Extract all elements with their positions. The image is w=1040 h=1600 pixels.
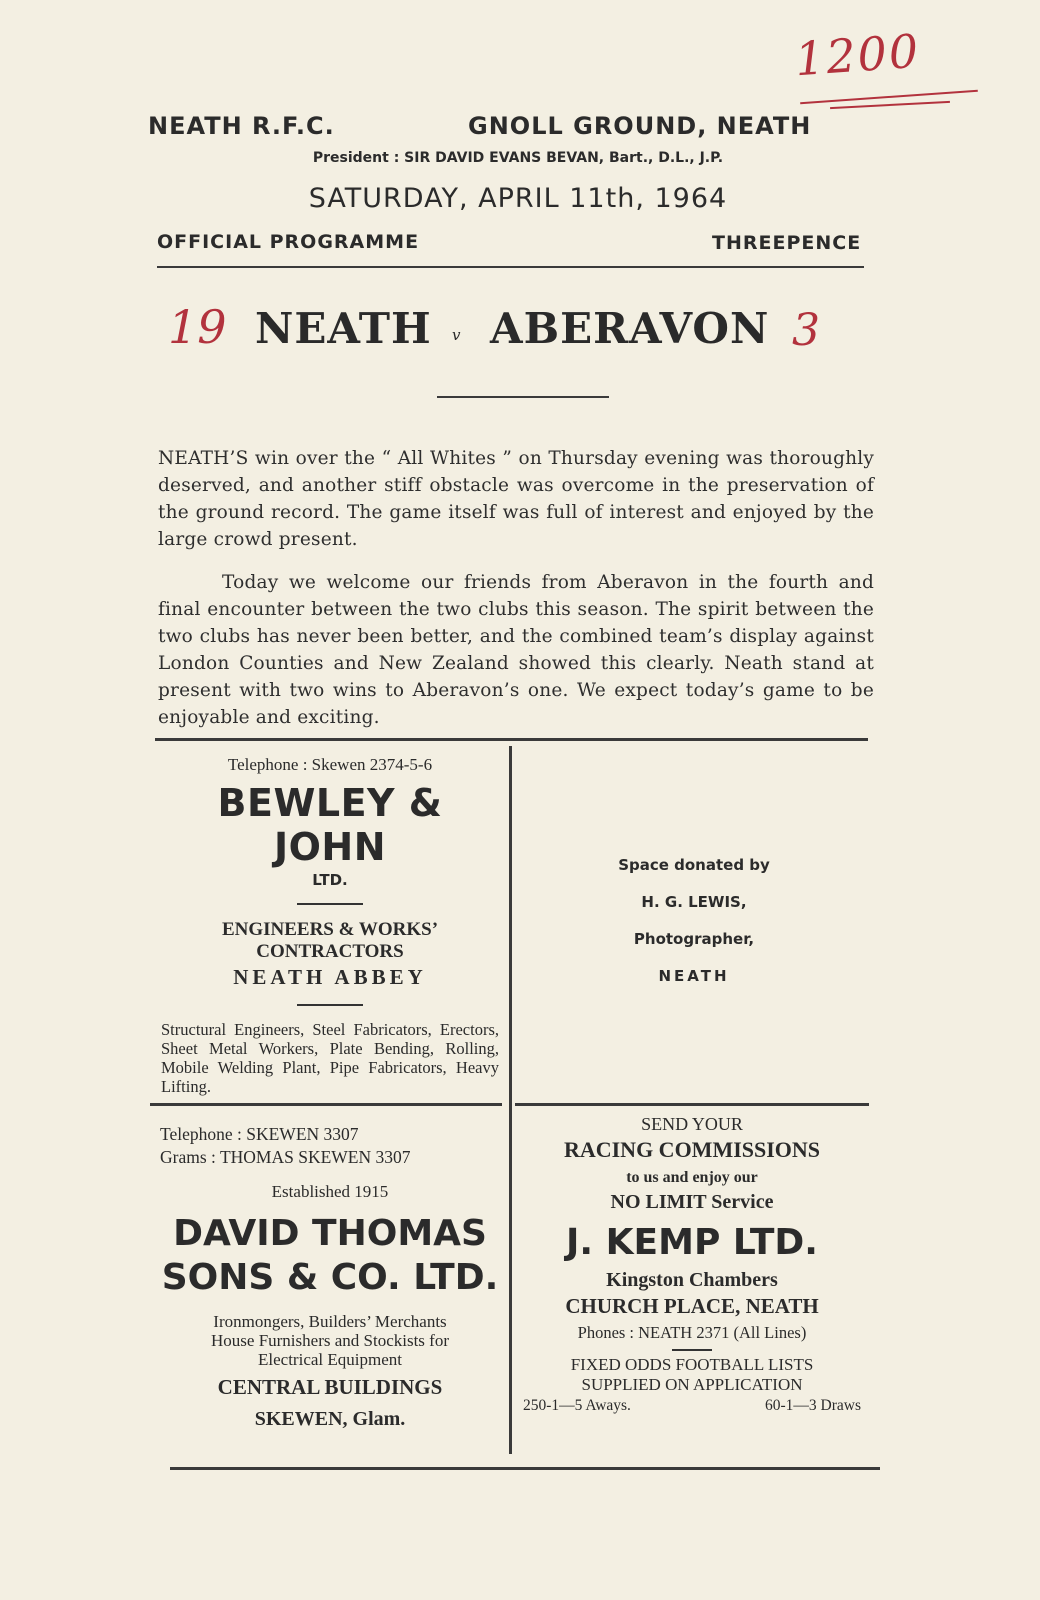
bewley-line-2: CONTRACTORS <box>256 941 404 962</box>
lewis-line-1: Space donated by <box>618 856 770 874</box>
ads-vertical-rule <box>509 746 512 1454</box>
kemp-fixed-1: FIXED ODDS FOOTBALL LISTS <box>570 1354 814 1374</box>
kemp-odds-aways: 250-1—5 Aways. <box>523 1396 631 1414</box>
ad-hg-lewis <box>520 856 868 985</box>
header-rule <box>157 266 864 268</box>
president-line: President : SIR DAVID EVANS BEVAN, Bart., D.L., J.P. <box>312 150 724 166</box>
ads-top-rule <box>155 738 868 741</box>
thomas-desc-1: Ironmongers, Builders’ Merchants <box>213 1312 447 1331</box>
bewley-ltd: LTD. <box>312 871 348 889</box>
title-short-rule <box>437 396 609 398</box>
kemp-odds-draws: 60-1—3 Draws <box>765 1396 861 1414</box>
bewley-telephone: Telephone : Skewen 2374-5-6 <box>227 755 433 774</box>
versus: v <box>452 326 461 344</box>
kemp-line-4: NO LIMIT Service <box>610 1191 774 1213</box>
bewley-rule-2 <box>297 1004 363 1006</box>
thomas-name-1: DAVID THOMAS <box>173 1213 487 1254</box>
thomas-telephone: Telephone : SKEWEN 3307 <box>160 1124 359 1144</box>
thomas-desc-3: Electrical Equipment <box>258 1350 402 1369</box>
thomas-name-2: SONS & CO. LTD. <box>161 1257 499 1298</box>
thomas-address-2: SKEWEN, Glam. <box>254 1408 406 1430</box>
away-team: ABERAVON <box>490 304 770 353</box>
thomas-established: Established 1915 <box>271 1182 389 1201</box>
match-date: SATURDAY, APRIL 11th, 1964 <box>308 183 728 214</box>
kemp-fixed-2: SUPPLIED ON APPLICATION <box>581 1374 803 1394</box>
ads-middle-rule-left <box>150 1103 502 1106</box>
away-score: 3 <box>792 305 820 356</box>
lewis-line-4: NEATH <box>658 967 730 985</box>
ad-j-kemp <box>515 1114 869 1415</box>
home-score: 19 <box>168 300 227 354</box>
kemp-address-1: Kingston Chambers <box>606 1269 778 1291</box>
ads-bottom-rule <box>170 1467 880 1470</box>
ad-bewley-john <box>155 755 505 1096</box>
club-name: NEATH R.F.C. <box>148 112 335 140</box>
handwritten-price-mark: 1200 <box>793 23 922 87</box>
kemp-line-1: SEND YOUR <box>641 1114 743 1134</box>
ad-david-thomas <box>155 1124 505 1431</box>
programme-price: THREEPENCE <box>712 232 862 254</box>
ads-middle-rule-right <box>515 1103 869 1106</box>
bewley-rule-1 <box>297 903 363 905</box>
bewley-location: NEATH ABBEY <box>233 965 427 989</box>
kemp-odds <box>523 1397 861 1415</box>
lewis-line-2: H. G. LEWIS, <box>641 893 747 911</box>
bewley-services: Structural Engineers, Steel Fabricators, Erectors, Sheet Metal Workers, Plate Bending, Rolling, Mobile Welding Plant, Pipe Fabricators, Heavy Lifting. <box>161 1020 499 1096</box>
paragraph-2: Today we welcome our friends from Aberavon in the fourth and final encounter between the two clubs this season. The spirit between the two clubs has never been better, and the combined team’s display against London Counties and New Zealand showed this clearly. Neath stand at present with two wins to Aberavon’s one. We expect today’s game to be enjoyable and exciting. <box>158 572 874 728</box>
official-programme: OFFICIAL PROGRAMME <box>157 231 420 253</box>
ground-name: GNOLL GROUND, NEATH <box>468 112 812 140</box>
kemp-phones: Phones : NEATH 2371 (All Lines) <box>577 1323 807 1342</box>
handwritten-underline-2 <box>830 101 950 109</box>
home-team: NEATH <box>255 304 432 353</box>
bewley-line-1: ENGINEERS & WORKS’ <box>221 919 439 940</box>
kemp-line-2: RACING COMMISSIONS <box>563 1137 821 1162</box>
kemp-address-2: CHURCH PLACE, NEATH <box>565 1294 819 1318</box>
kemp-rule <box>672 1349 712 1351</box>
lewis-line-3: Photographer, <box>633 930 755 948</box>
kemp-line-3: to us and enjoy our <box>626 1169 758 1186</box>
bewley-name: BEWLEY & JOHN <box>217 781 443 869</box>
thomas-grams: Grams : THOMAS SKEWEN 3307 <box>160 1147 411 1167</box>
handwritten-underline <box>800 90 978 104</box>
kemp-name: J. KEMP LTD. <box>566 1222 818 1263</box>
paragraph-1: NEATH’S win over the “ All Whites ” on Thursday evening was thoroughly deserved, and another stiff obstacle was overcome in the preservation of the ground record. The game itself was full of interest and enjoyed by the large crowd present. <box>158 448 874 550</box>
thomas-desc-2: House Furnishers and Stockists for <box>211 1331 449 1350</box>
thomas-address-1: CENTRAL BUILDINGS <box>217 1375 443 1399</box>
